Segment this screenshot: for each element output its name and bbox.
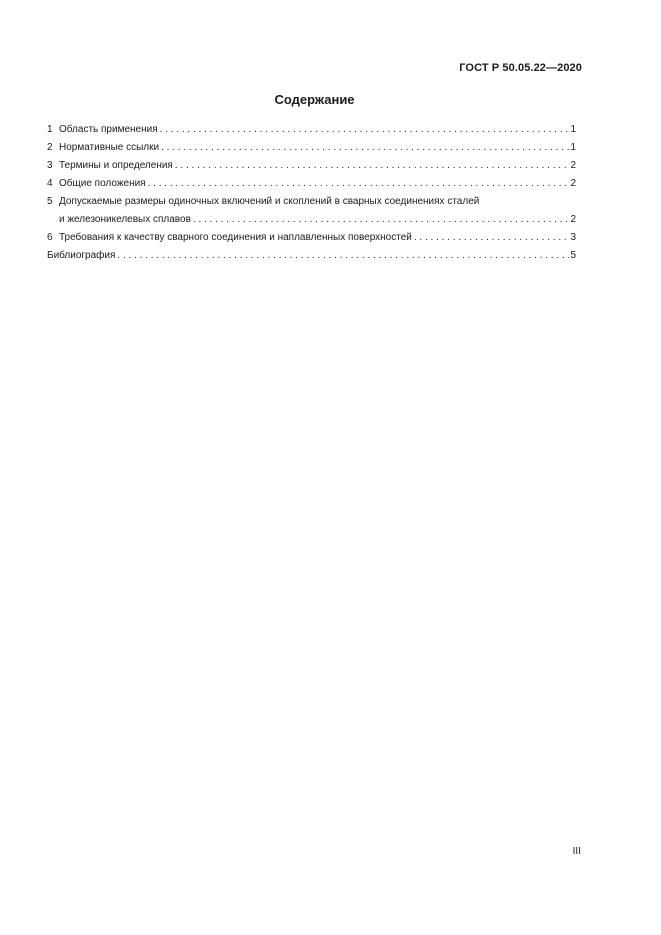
toc-entry-title: Библиография [47, 250, 116, 261]
toc-entry-title: Нормативные ссылки [59, 142, 160, 153]
toc-entry-title: Общие положения [59, 178, 146, 189]
toc-entry-title-continued: и железоникелевых сплавов [59, 214, 191, 225]
toc-entry-title: Допускаемые размеры одиночных включений и скоплений в сварных соединениях сталей [59, 196, 480, 207]
toc-entry-number: 6 [47, 232, 53, 243]
toc-entry-number: 3 [47, 160, 53, 171]
toc-entry[interactable] [47, 195, 576, 226]
toc-entry-number: 5 [47, 196, 53, 207]
toc-entry[interactable] [47, 159, 576, 172]
toc-leader-dots [117, 249, 569, 262]
toc-entry[interactable] [47, 141, 576, 154]
toc-entry-page: 3 [570, 232, 576, 243]
toc-entry-number: 1 [47, 124, 53, 135]
toc-leader-dots [414, 231, 570, 244]
toc-entry-title: Требования к качеству сварного соединения и наплавленных поверхностей [59, 232, 412, 243]
table-of-contents [47, 123, 576, 267]
toc-title: Содержание [274, 92, 355, 107]
toc-leader-dots [160, 123, 570, 136]
toc-entry-number: 4 [47, 178, 53, 189]
toc-leader-dots [193, 213, 570, 226]
toc-leader-dots [148, 177, 570, 190]
toc-entry-title: Термины и определения [59, 160, 173, 171]
toc-entry-page: 1 [570, 124, 576, 135]
toc-entry-page: 5 [570, 250, 576, 261]
toc-entry[interactable] [47, 177, 576, 190]
toc-entry-page: 2 [570, 214, 576, 225]
toc-entry-page: 2 [570, 160, 576, 171]
toc-entry-number: 2 [47, 142, 53, 153]
toc-entry[interactable] [47, 231, 576, 244]
toc-entry[interactable] [47, 123, 576, 136]
toc-entry-title: Область применения [59, 124, 158, 135]
toc-entry-bibliography[interactable] [47, 249, 576, 262]
toc-leader-dots [161, 141, 569, 154]
toc-entry-page: 2 [570, 178, 576, 189]
page-number: III [572, 846, 581, 857]
toc-entry-page: 1 [570, 142, 576, 153]
toc-leader-dots [175, 159, 570, 172]
document-code: ГОСТ Р 50.05.22—2020 [459, 62, 582, 74]
